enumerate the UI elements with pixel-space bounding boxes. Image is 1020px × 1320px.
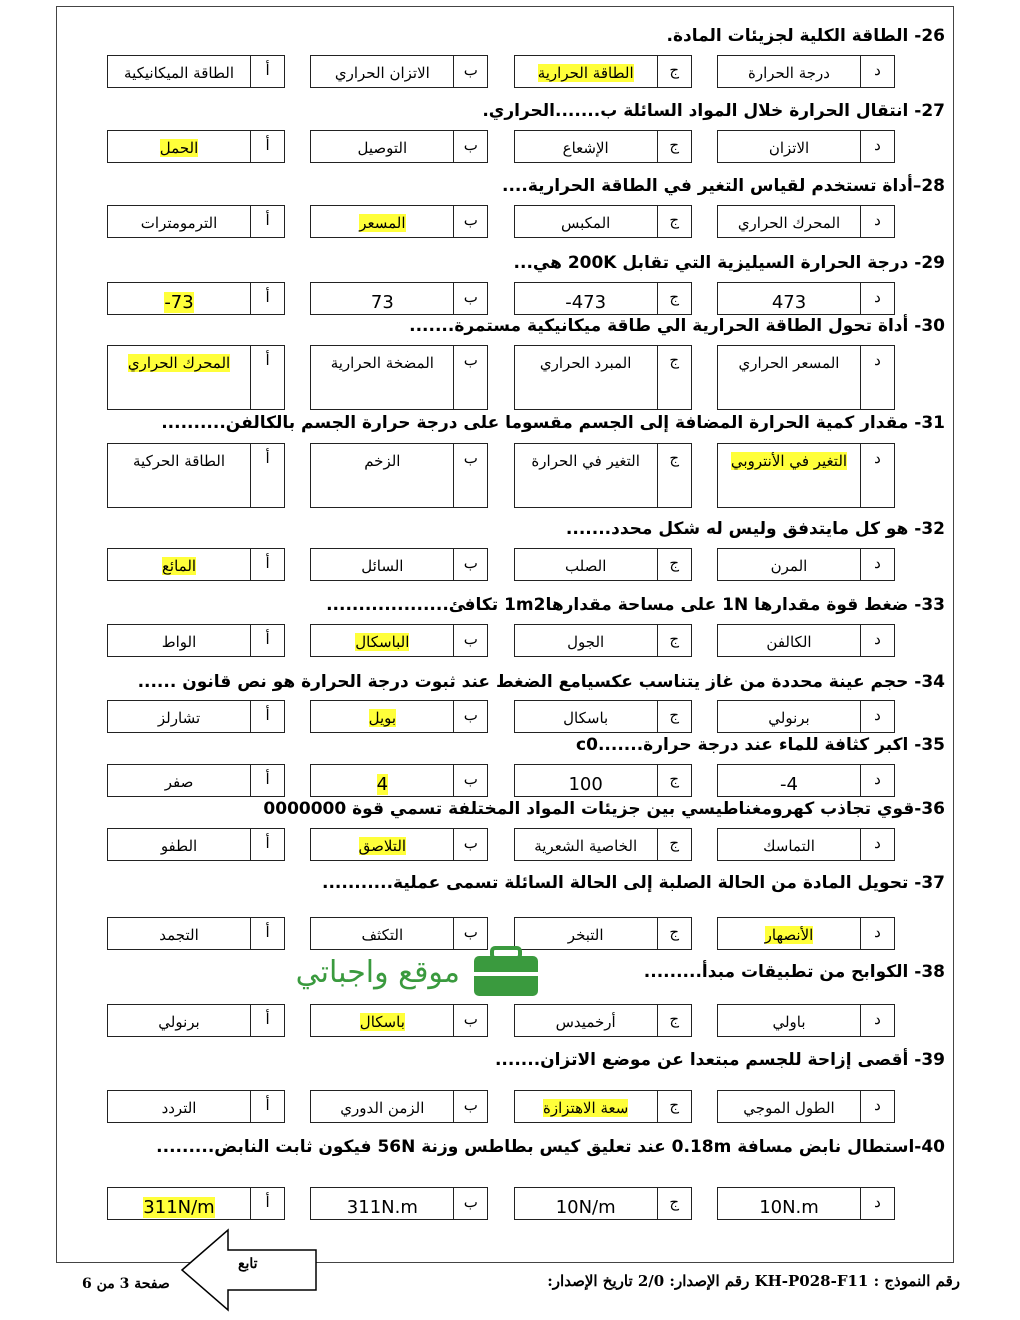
option-text: التماسك bbox=[763, 837, 815, 855]
question-text: 27- انتقال الحرارة خلال المواد السائلة ب.......الحراري. bbox=[482, 101, 945, 121]
answer-option[interactable] bbox=[717, 1187, 895, 1220]
option-text: -4 bbox=[780, 774, 798, 795]
answer-option[interactable] bbox=[107, 205, 285, 238]
answer-option[interactable] bbox=[310, 624, 488, 657]
option-letter: د bbox=[860, 1188, 894, 1219]
answer-option[interactable] bbox=[717, 548, 895, 581]
option-letter: ج bbox=[657, 206, 691, 237]
option-text: الباسكال bbox=[355, 633, 410, 651]
option-letter: أ bbox=[250, 1005, 284, 1036]
answer-option[interactable] bbox=[107, 917, 285, 950]
option-letter: أ bbox=[250, 829, 284, 860]
answer-option[interactable] bbox=[310, 700, 488, 733]
option-letter: ب bbox=[453, 131, 487, 162]
option-letter: ج bbox=[657, 829, 691, 860]
option-letter: ج bbox=[657, 444, 691, 507]
option-text: التكثف bbox=[361, 926, 404, 944]
question-text: 33- ضغط قوة مقدارها 1N على مساحة مقدارها1m2 تكافئ................... bbox=[326, 595, 945, 615]
answer-row bbox=[107, 624, 895, 657]
answer-option[interactable] bbox=[717, 828, 895, 861]
answer-row bbox=[107, 205, 895, 238]
option-letter: د bbox=[860, 549, 894, 580]
option-letter: ج bbox=[657, 765, 691, 796]
question-text: 32- هو كل مايتدفق وليس له شكل محدد....... bbox=[565, 519, 945, 539]
answer-option[interactable] bbox=[310, 345, 488, 410]
option-letter: ج bbox=[657, 131, 691, 162]
answer-option[interactable] bbox=[310, 764, 488, 797]
option-letter: د bbox=[860, 918, 894, 949]
option-text: 311N/m bbox=[143, 1197, 215, 1218]
option-text: الطاقة الحركية bbox=[133, 452, 226, 470]
answer-option[interactable] bbox=[514, 130, 692, 163]
option-text: الكالفن bbox=[766, 633, 812, 651]
option-text: الزمن الدوري bbox=[340, 1099, 425, 1117]
option-text: الإشعاع bbox=[562, 139, 609, 157]
answer-option[interactable] bbox=[514, 624, 692, 657]
option-text: أرخميدس bbox=[555, 1013, 616, 1031]
option-letter: د bbox=[860, 206, 894, 237]
answer-option[interactable] bbox=[514, 1004, 692, 1037]
answer-option[interactable] bbox=[514, 55, 692, 88]
question-text: 38- الكوابح من تطبيقات مبدأ......... bbox=[643, 962, 945, 982]
answer-option[interactable] bbox=[107, 700, 285, 733]
option-text: بويل bbox=[368, 709, 397, 727]
question-text: 30- أداة تحول الطاقة الحرارية الي طاقة ميكانيكية مستمرة....... bbox=[409, 316, 945, 336]
answer-option[interactable] bbox=[717, 205, 895, 238]
answer-row bbox=[107, 700, 895, 733]
answer-row bbox=[107, 282, 895, 315]
answer-option[interactable] bbox=[107, 624, 285, 657]
option-letter: أ bbox=[250, 918, 284, 949]
option-text: المضخة الحرارية bbox=[330, 354, 434, 372]
option-text: 473 bbox=[771, 292, 807, 313]
option-letter: ب bbox=[453, 1188, 487, 1219]
option-letter: أ bbox=[250, 56, 284, 87]
option-text: الطول الموجي bbox=[743, 1099, 835, 1117]
option-letter: ج bbox=[657, 549, 691, 580]
answer-option[interactable] bbox=[107, 764, 285, 797]
option-text: -473 bbox=[565, 292, 607, 313]
answer-option[interactable] bbox=[107, 1187, 285, 1220]
question-text: 31- مقدار كمية الحرارة المضافة إلى الجسم مقسوما على درجة حرارة الجسم بالكالفن.......... bbox=[161, 413, 945, 433]
option-letter: ب bbox=[453, 1005, 487, 1036]
answer-row bbox=[107, 1187, 895, 1220]
option-letter: د bbox=[860, 346, 894, 409]
answer-option[interactable] bbox=[717, 1090, 895, 1123]
answer-option[interactable] bbox=[107, 443, 285, 508]
answer-row bbox=[107, 548, 895, 581]
option-letter: أ bbox=[250, 444, 284, 507]
answer-row bbox=[107, 1004, 895, 1037]
answer-option[interactable] bbox=[310, 205, 488, 238]
logo-text: موقع واجباتي bbox=[295, 955, 460, 990]
option-letter: ب bbox=[453, 701, 487, 732]
site-logo bbox=[270, 946, 542, 998]
question-text: 40-استطال نابض مسافة 0.18m عند تعليق كيس بطاطس وزنة 56N فيكون ثابت النابض......... bbox=[156, 1137, 945, 1157]
option-letter: د bbox=[860, 625, 894, 656]
option-text: الواط bbox=[161, 633, 197, 651]
option-text: باسكال bbox=[563, 709, 609, 727]
option-text: برنولي bbox=[768, 709, 810, 727]
option-text: 100 bbox=[568, 774, 603, 795]
answer-row bbox=[107, 130, 895, 163]
option-letter: ب bbox=[453, 283, 487, 314]
answer-option[interactable] bbox=[310, 130, 488, 163]
option-letter: ج bbox=[657, 918, 691, 949]
answer-option[interactable] bbox=[514, 1187, 692, 1220]
answer-option[interactable] bbox=[717, 624, 895, 657]
question-text: 34- حجم عينة محددة من غاز يتناسب عكسيامع الضغط عند ثبوت درجة الحرارة هو نص قانون ...... bbox=[137, 672, 945, 692]
option-letter: ج bbox=[657, 283, 691, 314]
option-text: الزخم bbox=[364, 452, 401, 470]
question-text: 29- درجة الحرارة السيليزية التي تقابل 200K هي... bbox=[513, 253, 945, 273]
option-text: درجة الحرارة bbox=[748, 64, 830, 82]
option-letter: ب bbox=[453, 625, 487, 656]
option-text: 311N.m bbox=[346, 1197, 418, 1218]
answer-option[interactable] bbox=[310, 1004, 488, 1037]
option-letter: ب bbox=[453, 829, 487, 860]
option-letter: أ bbox=[250, 283, 284, 314]
option-text: الترمومترات bbox=[140, 214, 218, 232]
option-letter: أ bbox=[250, 549, 284, 580]
option-letter: ب bbox=[453, 444, 487, 507]
option-text: المحرك الحراري bbox=[127, 354, 231, 372]
option-letter: د bbox=[860, 131, 894, 162]
answer-option[interactable] bbox=[514, 443, 692, 508]
option-text: 10N/m bbox=[555, 1197, 616, 1218]
option-letter: د bbox=[860, 444, 894, 507]
option-text: الصلب bbox=[564, 557, 607, 575]
answer-row bbox=[107, 764, 895, 797]
option-text: التغير في الحرارة bbox=[531, 452, 640, 470]
option-letter: ب bbox=[453, 918, 487, 949]
option-letter: أ bbox=[250, 1188, 284, 1219]
answer-option[interactable] bbox=[310, 443, 488, 508]
option-letter: ب bbox=[453, 56, 487, 87]
option-letter: د bbox=[860, 765, 894, 796]
option-letter: ب bbox=[453, 206, 487, 237]
option-text: الاتزان الحراري bbox=[334, 64, 430, 82]
option-text: سعة الاهتزازة bbox=[543, 1099, 629, 1117]
answer-option[interactable] bbox=[717, 917, 895, 950]
option-text: التبخر bbox=[567, 926, 604, 944]
page-number: صفحة 3 من 6 bbox=[82, 1276, 170, 1292]
option-text: المسعر bbox=[359, 214, 406, 232]
option-letter: أ bbox=[250, 765, 284, 796]
answer-option[interactable] bbox=[310, 55, 488, 88]
option-letter: ب bbox=[453, 1091, 487, 1122]
option-letter: أ bbox=[250, 346, 284, 409]
option-text: التجمد bbox=[159, 926, 199, 944]
option-letter: د bbox=[860, 283, 894, 314]
option-letter: د bbox=[860, 1005, 894, 1036]
answer-option[interactable] bbox=[717, 1004, 895, 1037]
form-code: رقم النموذج : KH-P028-F11 رقم الإصدار: 2/0 تاريخ الإصدار: bbox=[547, 1272, 960, 1290]
answer-option[interactable] bbox=[310, 548, 488, 581]
answer-option[interactable] bbox=[107, 548, 285, 581]
answer-option[interactable] bbox=[107, 1004, 285, 1037]
option-text: التوصيل bbox=[357, 139, 408, 157]
option-letter: أ bbox=[250, 1091, 284, 1122]
option-letter: أ bbox=[250, 701, 284, 732]
option-letter: أ bbox=[250, 206, 284, 237]
answer-row bbox=[107, 55, 895, 88]
option-text: برنولي bbox=[158, 1013, 200, 1031]
answer-option[interactable] bbox=[310, 282, 488, 315]
option-text: الطاقة الحرارية bbox=[537, 64, 634, 82]
answer-option[interactable] bbox=[107, 55, 285, 88]
answer-option[interactable] bbox=[717, 345, 895, 410]
question-text: 36-قوي تجاذب كهرومغناطيسي بين جزيئات المواد المختلفة تسمي قوة 0000000 bbox=[263, 799, 945, 819]
option-text: السائل bbox=[361, 557, 404, 575]
answer-option[interactable] bbox=[514, 764, 692, 797]
option-letter: أ bbox=[250, 625, 284, 656]
next-label: تابع bbox=[238, 1256, 258, 1272]
option-text: باسكال bbox=[359, 1013, 405, 1031]
option-letter: د bbox=[860, 1091, 894, 1122]
option-text: الجول bbox=[567, 633, 605, 651]
answer-option[interactable] bbox=[107, 282, 285, 315]
option-text: 73 bbox=[370, 292, 394, 313]
option-text: صفر bbox=[164, 773, 194, 791]
option-text: المكبس bbox=[561, 214, 611, 232]
option-letter: ب bbox=[453, 765, 487, 796]
answer-option[interactable] bbox=[514, 345, 692, 410]
option-letter: ب bbox=[453, 549, 487, 580]
question-text: 26- الطاقة الكلية لجزيئات المادة. bbox=[666, 26, 945, 46]
answer-option[interactable] bbox=[717, 700, 895, 733]
briefcase-icon bbox=[474, 948, 538, 996]
answer-row bbox=[107, 443, 895, 508]
answer-option[interactable] bbox=[107, 1090, 285, 1123]
option-text: المرن bbox=[770, 557, 808, 575]
answer-row bbox=[107, 345, 895, 410]
option-text: باولي bbox=[772, 1013, 806, 1031]
option-letter: د bbox=[860, 701, 894, 732]
answer-option[interactable] bbox=[514, 700, 692, 733]
option-text: الطفو bbox=[160, 837, 198, 855]
option-text: المبرد الحراري bbox=[539, 354, 632, 372]
option-text: الطاقة الميكانيكية bbox=[124, 64, 234, 82]
answer-option[interactable] bbox=[514, 282, 692, 315]
option-letter: ب bbox=[453, 346, 487, 409]
answer-option[interactable] bbox=[717, 764, 895, 797]
answer-option[interactable] bbox=[107, 828, 285, 861]
answer-option[interactable] bbox=[310, 1187, 488, 1220]
option-text: المحرك الحراري bbox=[737, 214, 841, 232]
question-text: 37- تحويل المادة من الحالة الصلبة إلى الحالة السائلة تسمى عملية........... bbox=[321, 873, 945, 893]
answer-option[interactable] bbox=[514, 548, 692, 581]
answer-option[interactable] bbox=[717, 55, 895, 88]
question-text: 35- اكبر كثافة للماء عند درجة حرارة.......c0 bbox=[576, 735, 945, 755]
option-text: الخاصية الشعرية bbox=[534, 837, 638, 855]
answer-option[interactable] bbox=[514, 1090, 692, 1123]
option-text: التلاصق bbox=[358, 837, 407, 855]
option-letter: د bbox=[860, 829, 894, 860]
answer-option[interactable] bbox=[310, 1090, 488, 1123]
option-text: الأنصهار bbox=[764, 926, 814, 944]
option-text: تشارلز bbox=[157, 709, 201, 727]
answer-row bbox=[107, 828, 895, 861]
answer-option[interactable] bbox=[310, 828, 488, 861]
option-letter: أ bbox=[250, 131, 284, 162]
option-text: الاتزان bbox=[768, 139, 810, 157]
option-letter: ج bbox=[657, 346, 691, 409]
option-text: المائع bbox=[161, 557, 197, 575]
option-letter: ج bbox=[657, 56, 691, 87]
option-text: 10N.m bbox=[759, 1197, 819, 1218]
option-letter: ج bbox=[657, 625, 691, 656]
option-text: -73 bbox=[164, 292, 194, 313]
option-letter: ج bbox=[657, 701, 691, 732]
question-text: 28–أداة تستخدم لقياس التغير في الطاقة الحرارية.... bbox=[501, 176, 945, 196]
answer-option[interactable] bbox=[717, 282, 895, 315]
answer-option[interactable] bbox=[107, 345, 285, 410]
option-text: المسعر الحراري bbox=[738, 354, 840, 372]
option-letter: ج bbox=[657, 1188, 691, 1219]
option-letter: ج bbox=[657, 1091, 691, 1122]
option-text: التغير في الأنتروبي bbox=[730, 452, 848, 470]
option-letter: ج bbox=[657, 1005, 691, 1036]
answer-option[interactable] bbox=[717, 130, 895, 163]
answer-option[interactable] bbox=[514, 205, 692, 238]
answer-option[interactable] bbox=[514, 828, 692, 861]
option-text: الحمل bbox=[159, 139, 199, 157]
answer-option[interactable] bbox=[717, 443, 895, 508]
option-text: 4 bbox=[376, 774, 389, 795]
option-text: التردد bbox=[161, 1099, 197, 1117]
option-letter: د bbox=[860, 56, 894, 87]
answer-row bbox=[107, 1090, 895, 1123]
answer-option[interactable] bbox=[107, 130, 285, 163]
question-text: 39- أقصى إزاحة للجسم مبتعدا عن موضع الاتزان....... bbox=[494, 1050, 945, 1070]
